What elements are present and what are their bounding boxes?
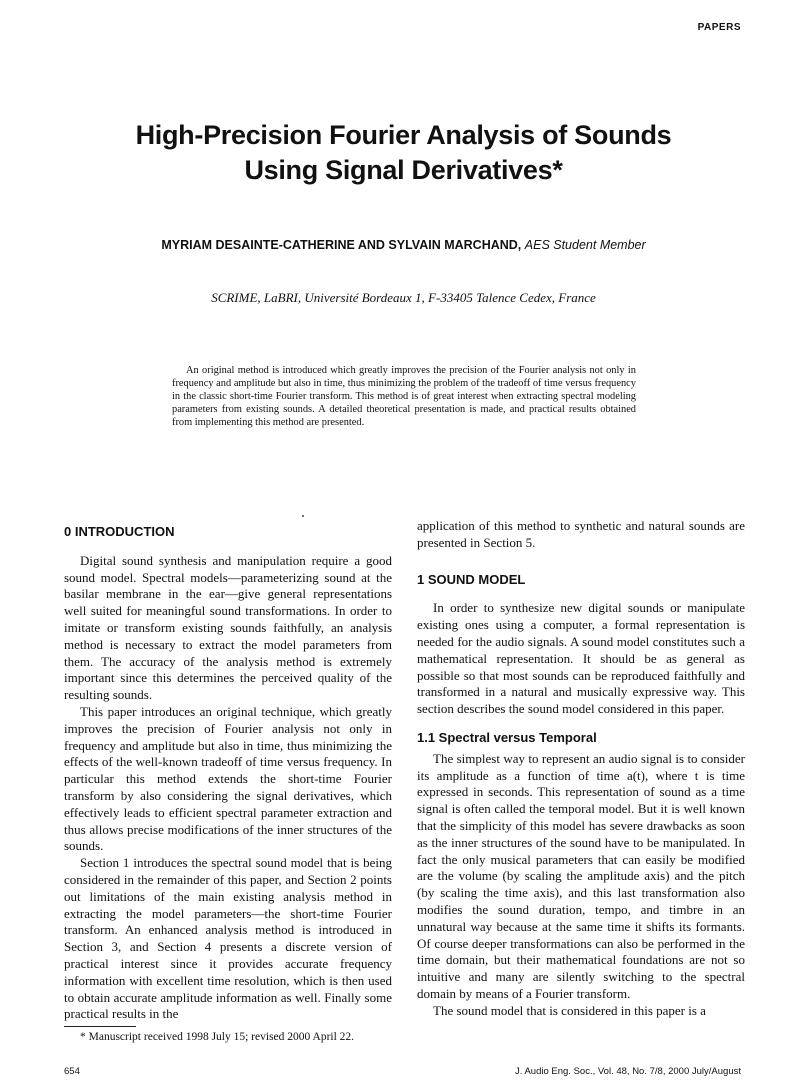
title-line-2: Using Signal Derivatives*: [244, 155, 563, 185]
section-label: PAPERS: [697, 22, 741, 33]
affiliation: SCRIME, LaBRI, Université Bordeaux 1, F-33405 Talence Cedex, France: [211, 290, 596, 305]
subsection-heading: 1.1 Spectral versus Temporal: [417, 729, 597, 745]
body-paragraph: The sound model that is considered in this paper is a: [433, 1002, 706, 1018]
title-line-1: High-Precision Fourier Analysis of Sounds: [135, 120, 672, 150]
left-column: [64, 518, 392, 1023]
section-heading-introduction: 0 INTRODUCTION: [64, 524, 175, 539]
body-paragraph: Digital sound synthesis and manipulation require a good sound model. Spectral models—parameterizing sound at the basilar membrane in the ear—give general representations well suited for meaningful sound transformations. In order to imitate or transform existing sounds faithfully, an analysis method is necessary to extract the model parameters from them. The accuracy of the analysis method is extremely important since this determines the perceived quality of the resulting sounds.: [64, 552, 392, 703]
author-line: [0, 238, 807, 252]
author-membership: AES Student Member: [524, 238, 646, 252]
stray-dot: [302, 515, 304, 517]
body-paragraph-continuation: application of this method to synthetic and natural sounds are presented in Section 5.: [417, 518, 745, 550]
paper-title: [0, 118, 807, 188]
body-paragraph: The simplest way to represent an audio signal is to consider its amplitude as a function of time a(t), where t is time expressed in seconds. This representation of sound as a time signal is often called the temporal model. But it is well known that the simplicity of this model has severe drawbacks as soon as the inner structures of the sound have to be manipulated. In fact the only musical parameters that can easily be modified are the volume (by scaling the amplitude axis) and the pitch (by scaling the time axis), and this last transformation also modifies the sound duration, tempo, and timbre in an unnatural way because at the same time it shifts its formants. Of course deeper transformations can also be performed in the time domain, but their mathematical foundations are not so intuitive and many are silently switching to the spectral domain by means of a Fourier transform.: [417, 750, 745, 1001]
journal-citation: J. Audio Eng. Soc., Vol. 48, No. 7/8, 2000 July/August: [514, 1066, 741, 1077]
body-paragraph: In order to synthesize new digital sounds or manipulate existing ones using a computer, a formal representation is needed for the audio signals. A sound model constitutes such a mathematical representation. It should be as general as possible so that most sounds can be reproduced faithfully and transformed in a natural and musically expressive way. This section describes the sound model considered in this paper.: [417, 600, 745, 717]
footnote-rule: [64, 1026, 136, 1027]
body-paragraph: This paper introduces an original technique, which greatly improves the precision of Fourier analysis not only in frequency and amplitude but also in time, thus minimizing the effects of the well-known tradeoff of time versus frequency. In particular this method extends the short-time Fourier transform by also considering the signal derivatives, which effectively leads to efficient spectral parameter extraction and thus allows precise modifications of the inner structures of the sounds.: [64, 703, 392, 854]
page-number: 654: [64, 1066, 80, 1077]
author-names: MYRIAM DESAINTE-CATHERINE AND SYLVAIN MARCHAND,: [161, 238, 522, 252]
section-heading-sound-model: 1 SOUND MODEL: [417, 571, 526, 587]
body-paragraph: Section 1 introduces the spectral sound model that is being considered in the remainder of this paper, and Section 2 points out limitations of the main existing analysis method in extracting the model parameters—the short-time Fourier transform. An enhanced analysis method is introduced in Section 3, and Section 4 presents a discrete version of practical interest since it provides accurate frequency information with excellent time resolution, which is then used to obtain accurate amplitude information as well. Finally some practical results in the: [64, 855, 392, 1022]
abstract: An original method is introduced which greatly improves the precision of the Fourier analysis not only in frequency and amplitude but also in time, thus minimizing the problem of the tradeoff of time versus frequency in the classic short-time Fourier transform. This method is of great interest when extracting spectral modeling parameters from existing sounds. A detailed theoretical presentation is made, and practical results obtained from implementing this method are presented.: [172, 365, 636, 428]
right-column: [417, 518, 745, 1020]
footnote: * Manuscript received 1998 July 15; revised 2000 April 22.: [80, 1031, 355, 1043]
